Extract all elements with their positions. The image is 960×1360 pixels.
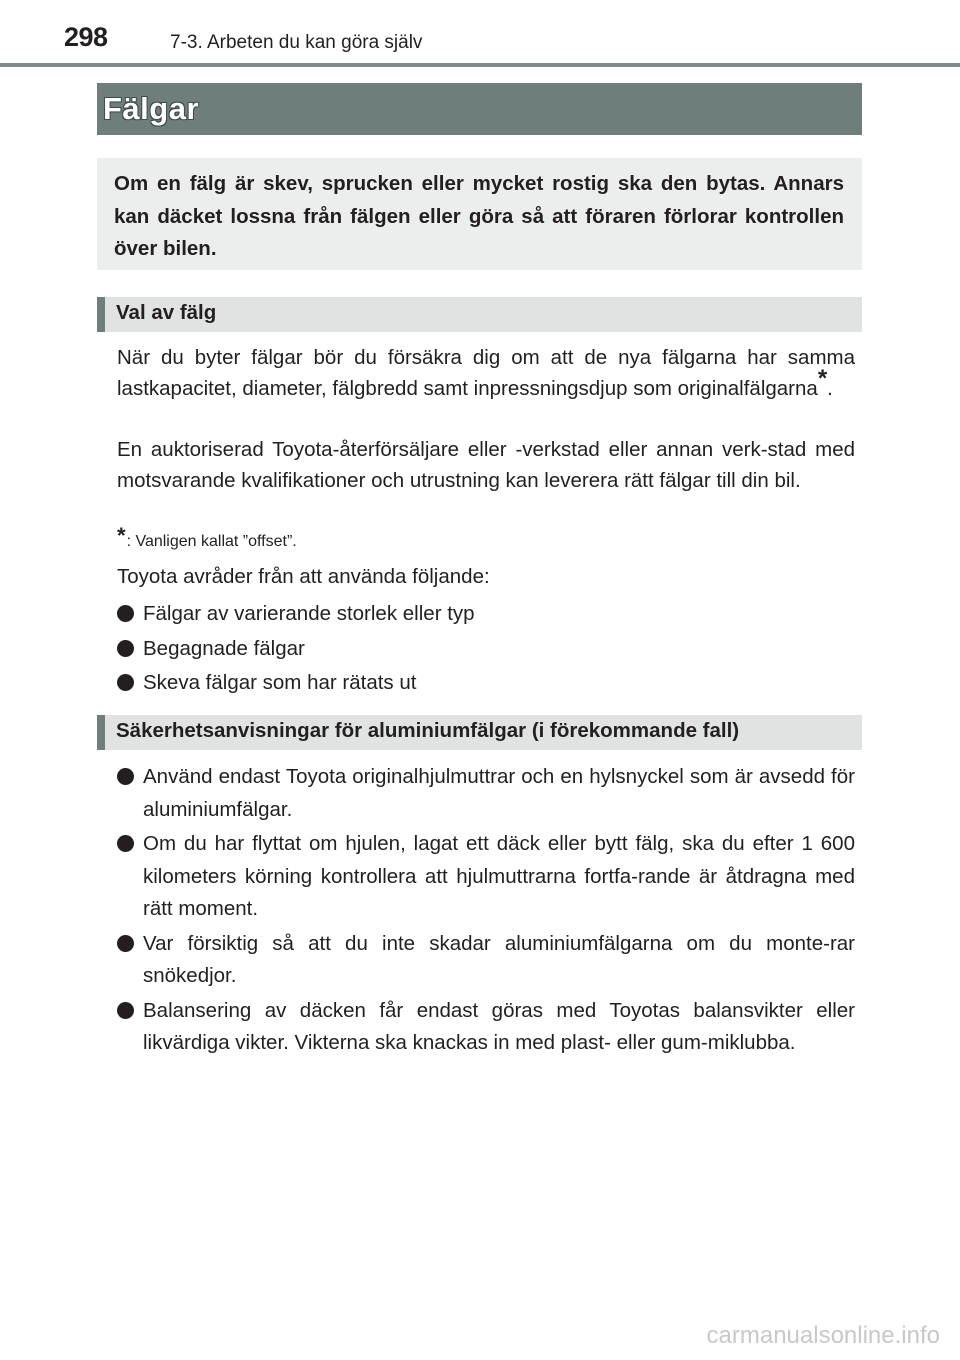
list-item: [117, 667, 855, 700]
watermark: carmanualsonline.info: [706, 1322, 940, 1349]
list-item: [117, 995, 855, 1060]
paragraph-wheel-replacement-text: När du byter fälgar bör du försäkra dig om att de nya fälgarna har samma lastkapacitet, diameter, fälgbredd samt inpressningsdjup som originalfälgarna: [117, 346, 855, 400]
list-item-text: Fälgar av varierande storlek eller typ: [143, 602, 475, 625]
list-item: [117, 633, 855, 666]
paragraph-wheel-replacement: [117, 342, 855, 404]
footnote-star: *: [117, 523, 126, 548]
footnote-text: : Vanligen kallat ”offset”.: [126, 533, 297, 550]
page-number: 298: [64, 22, 108, 52]
list-item-text: Begagnade fälgar: [143, 636, 305, 660]
list-item: [117, 928, 855, 993]
bullet-icon: [117, 640, 134, 657]
footnote: [117, 523, 297, 552]
list-item: [117, 598, 855, 631]
section-heading-aluminium-safety: Säkerhetsanvisningar för aluminiumfälgar (i förekommande fall): [97, 715, 862, 750]
header-divider: [0, 63, 960, 67]
avoid-list: [117, 598, 855, 702]
list-item-text: Balansering av däcken får endast göras med Toyotas balansvikter eller likvärdiga vikter. Vikterna ska knackas in med plast- eller gum-miklubba.: [143, 998, 855, 1054]
bullet-icon: [117, 605, 134, 622]
bullet-icon: [117, 835, 134, 852]
bullet-icon: [117, 768, 134, 785]
paragraph-dealer: En auktoriserad Toyota-återförsäljare eller -verkstad eller annan verk-stad med motsvarande kvalifikationer och utrustning kan leverera rätt fälgar till din bil.: [117, 438, 855, 492]
title-bar: [97, 83, 862, 135]
footnote-marker: *: [817, 365, 828, 392]
paragraph-end: .: [827, 377, 833, 400]
advice-lead: Toyota avråder från att använda följande:: [117, 565, 490, 588]
list-item-text: Om du har flyttat om hjulen, lagat ett däck eller bytt fälg, ska du efter 1 600 kilometers körning kontrollera att hjulmuttrarna fortfa-rande är åtdragna med rätt moment.: [143, 832, 855, 920]
bullet-icon: [117, 1002, 134, 1019]
list-item-text: Skeva fälgar som har rätats ut: [143, 671, 417, 694]
section-reference: 7-3. Arbeten du kan göra själv: [170, 32, 423, 53]
list-item: [117, 761, 855, 826]
list-item-text: Var försiktig så att du inte skadar aluminiumfälgarna om du monte-rar snökedjor.: [143, 931, 855, 987]
section-heading-wheel-choice: Val av fälg: [97, 297, 862, 332]
list-item-text: Använd endast Toyota originalhjulmuttrar och en hylsnyckel som är avsedd för aluminiumfälgar.: [143, 765, 855, 821]
list-item: [117, 828, 855, 926]
intro-text: Om en fälg är skev, sprucken eller mycket rostig ska den bytas. Annars kan däcket lossna från fälgen eller göra så att föraren förlorar kontrollen över bilen.: [114, 172, 844, 260]
page-title: Fälgar: [103, 91, 200, 126]
bullet-icon: [117, 935, 134, 952]
safety-list: [117, 761, 855, 1062]
intro-box: [97, 158, 862, 270]
page-header: [0, 0, 960, 68]
bullet-icon: [117, 674, 134, 691]
